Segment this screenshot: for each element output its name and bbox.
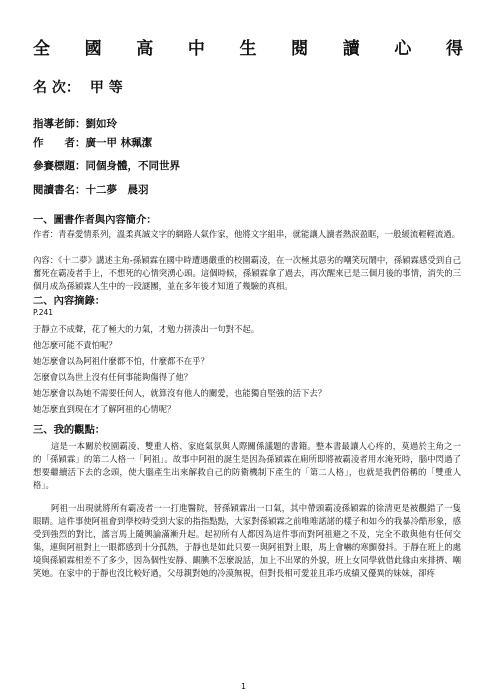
title-char: 生 [239, 39, 257, 59]
teacher-line: 指導老師：劉如玲 [33, 118, 117, 130]
excerpt-line: 怎麼會以為世上沒有任何事能夠傷得了他？ [33, 372, 193, 382]
reference-line: 參賽標題：同個身體，不同世界 [33, 160, 180, 172]
book-line: 閱讀書名：十二夢 晨羽 [33, 184, 149, 196]
excerpt-line: 她怎麼會以為她不需要任何人，就算沒有他人的關愛，也能獨自堅強的活下去？ [33, 388, 327, 398]
viewpoint-paragraph: 這是一本關於校園霸凌、雙重人格、家庭氣氛與人際關係議題的書籍。整本書最讓人心疼的，莫過於主角之一的「孫穎霖」的第二人格一「阿祖」。故事中阿祖的誕生是因為孫穎霖在廁所即將被霸凌者用水淹死時，腦中閃過了想要繼續活下去的念頭，使大腦產生出來解救自己的防衛機制下產生的「第二人格」，也就是我們俗稱的「雙重人格」。 [33, 441, 461, 490]
content-intro-paragraph: 內容：《十二夢》講述主角-孫穎霖在國中時遭遇嚴重的校園霸凌，在一次極其惡劣的嘲笑玩鬧中，孫穎霖感受到自己奮死在霸凌者手上，不想死的心情突湧心頭。這個時候，孫穎霖拿了過去，再次醒來已是三個月後的事情，消失的三個月成為孫穎霖人生中的一段謎團，並在多年後才知道了幾驗的真相。 [33, 255, 461, 291]
section-heading-intro: 一、圖書作者與內容簡介： [33, 214, 157, 226]
title-char: 心 [394, 39, 412, 59]
excerpt-line: 她怎麼會以為阿祖什麼都不怕，什麼都不在乎？ [33, 356, 209, 366]
page-title [33, 34, 463, 59]
title-char: 中 [187, 39, 205, 59]
title-char: 得 [446, 39, 463, 59]
title-char: 閱 [291, 39, 309, 59]
title-char: 全 [33, 39, 50, 59]
page-number: 1 [241, 682, 247, 691]
author-intro-paragraph: 作者：青春愛情系列，溫柔真誠文字的網路人氣作家，他將文字組串，就能讓人讀者熱淚盈眶，一般緩流輕輕流過。 [33, 229, 461, 239]
title-char: 國 [84, 39, 102, 59]
section-heading-viewpoint: 三、我的觀點： [33, 424, 106, 436]
rank-value: 甲 等 [89, 80, 123, 96]
rank-label: 名 次 [33, 80, 66, 96]
section-heading-excerpt: 二、內容摘錄： [33, 295, 106, 307]
excerpt-page-ref: P.241 [33, 308, 54, 317]
viewpoint-paragraph: 阿祖一出現就將所有霸凌者一一打進醫院，替孫穎霖出一口氣，其中帶頭霸凌孫穎霖的徐清更是被觀錯了一隻眼睛。這件事使阿祖會到學校時受到大家的指指點點，大家對孫穎霖之前唯唯諾諾的樣子和如今的我暴冷酷形象，感受到強烈的對比，謠言馬上隨興論滿漸升起。起初所有人都因為這件事而對阿祖避之不及，完全不敢與他有任何交集，連與阿祖對上一眼都感到十分孤熱，于靜也是如此只要一與阿祖對上眼，馬上會嚇的寒顫發抖。于靜在班上的處境與孫穎霖相差不了多少，因為個性安靜、靦腆不怎麼說話，加上不出眾的外貌，班上女同學就借此緣由來排擠、嘲笑她。在家中的于靜也沒比較好過，父母親對她的冷漠無視，但對長相可愛並且乖巧成績又優異的妹妹，卻疼 [33, 503, 461, 578]
excerpt-line: 她怎麼直到現在才了解阿祖的心情呢？ [33, 404, 176, 414]
excerpt-line: 他怎麼可能不責怕呢？ [33, 340, 117, 350]
title-char: 高 [136, 39, 154, 59]
rank-line: 名 次： 甲 等 [33, 80, 123, 96]
excerpt-line: 于靜立不成聲，花了極大的力氣，才勉力拼湊出一句對不起。 [33, 324, 260, 334]
title-char: 讀 [342, 39, 360, 59]
author-line: 作 者：廣一甲 林珮潔 [33, 137, 153, 149]
